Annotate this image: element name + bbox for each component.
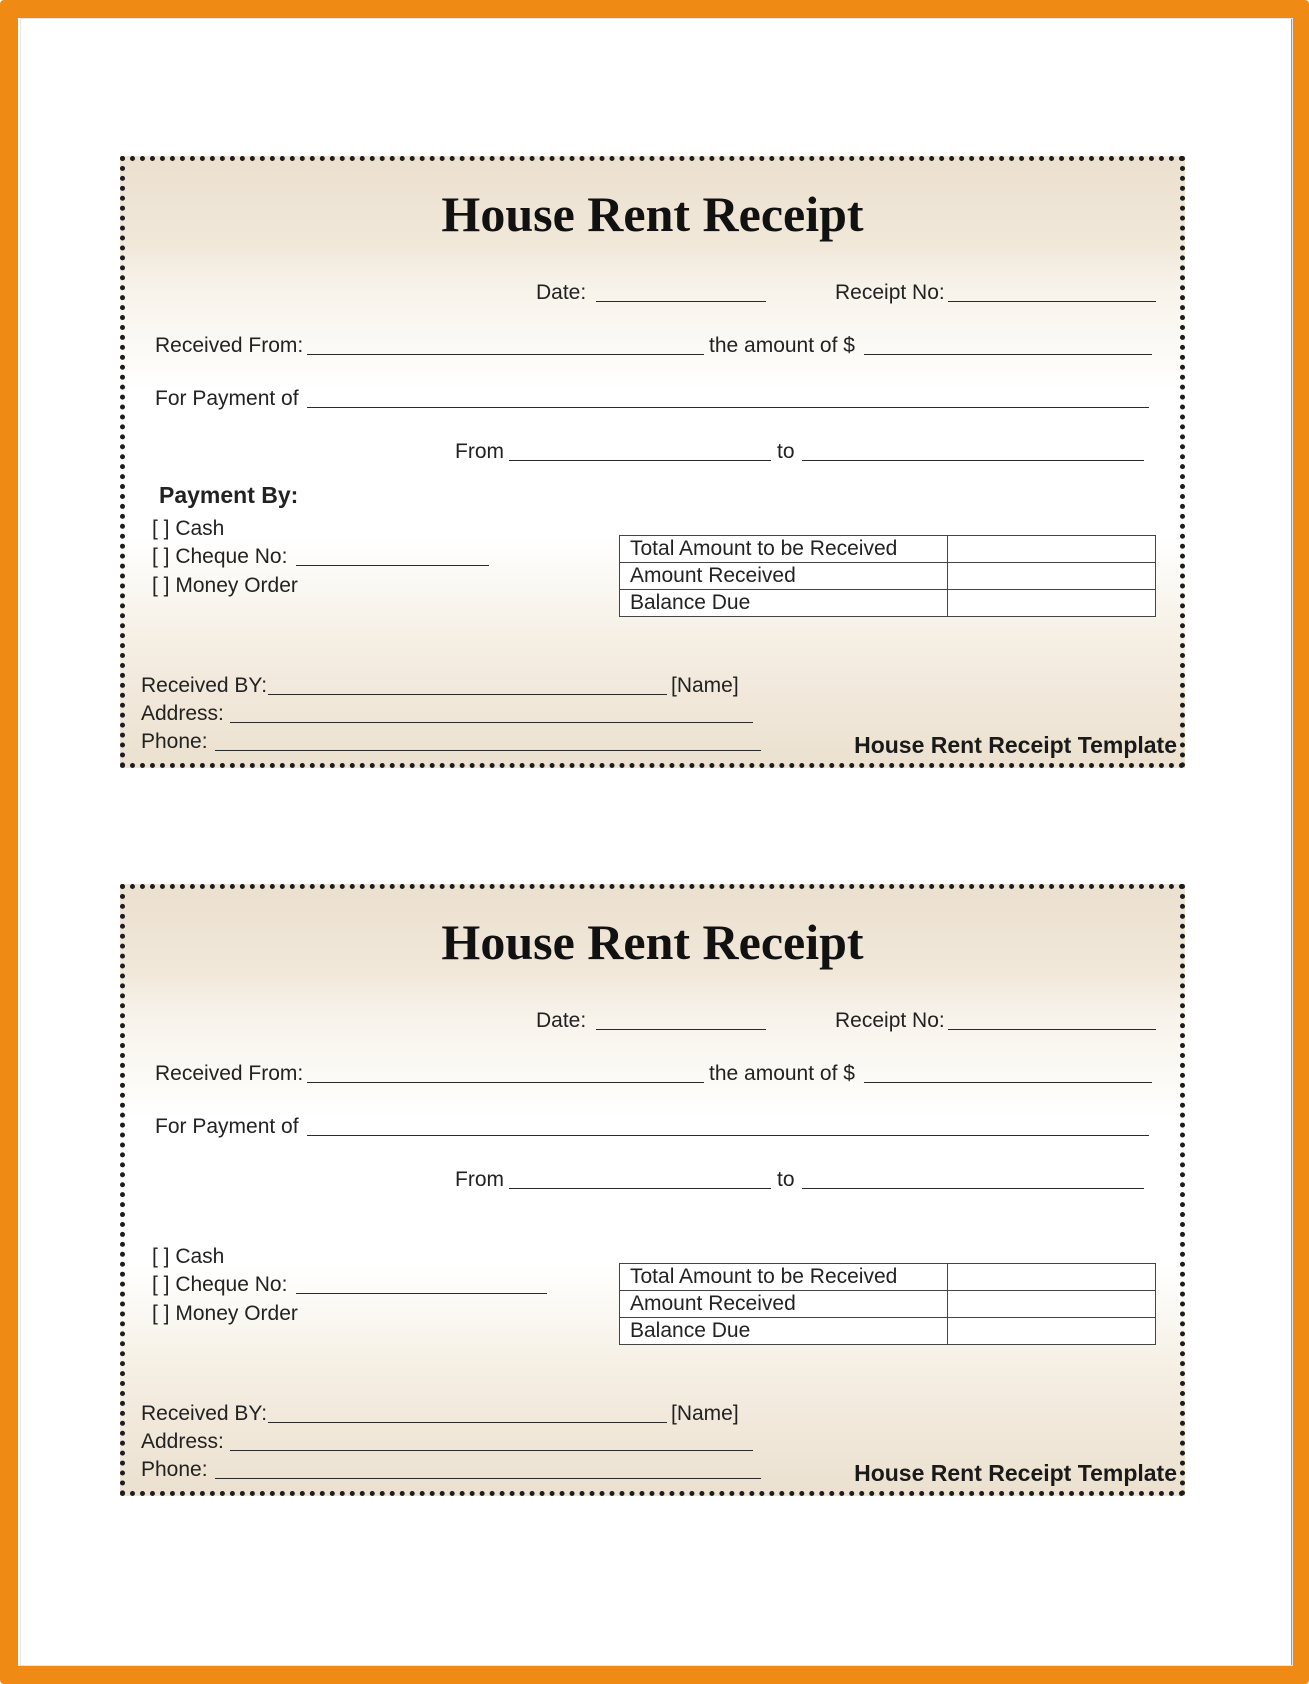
total-amount-value[interactable]: [948, 536, 1156, 563]
receipt-no-label: Receipt No:: [835, 281, 945, 304]
from-date-field[interactable]: [509, 1188, 771, 1189]
balance-due-value[interactable]: [948, 1318, 1156, 1345]
date-label: Date:: [536, 281, 587, 304]
money-order-checkbox[interactable]: [ ] Money Order: [152, 1302, 298, 1325]
address-label: Address:: [141, 1430, 224, 1453]
to-date-field[interactable]: [802, 460, 1144, 461]
address-label: Address:: [141, 702, 224, 725]
received-by-field[interactable]: [268, 694, 667, 695]
to-label: to: [777, 1168, 795, 1191]
amount-field[interactable]: [864, 354, 1152, 355]
payment-for-label: For Payment of: [155, 387, 299, 410]
amount-received-value[interactable]: [948, 1291, 1156, 1318]
amount-received-label: Amount Received: [620, 1291, 948, 1318]
payment-for-field[interactable]: [307, 407, 1149, 408]
receipt-card-1: [120, 156, 1185, 768]
received-by-label: Received BY:: [141, 674, 268, 697]
total-amount-value[interactable]: [948, 1264, 1156, 1291]
phone-label: Phone:: [141, 1458, 208, 1481]
amount-field[interactable]: [864, 1082, 1152, 1083]
received-from-label: Received From:: [155, 334, 304, 357]
table-row: [620, 536, 1156, 563]
date-field[interactable]: [596, 301, 766, 302]
received-by-label: Received BY:: [141, 1402, 268, 1425]
receipt-card-2: [120, 884, 1185, 1496]
amount-label: the amount of $: [709, 1062, 855, 1085]
payment-by-heading: Payment By:: [159, 482, 299, 508]
balance-due-label: Balance Due: [620, 1318, 948, 1345]
table-row: [620, 1318, 1156, 1345]
cash-checkbox[interactable]: [ ] Cash: [152, 1245, 225, 1268]
receipt-title: House Rent Receipt: [441, 914, 864, 970]
name-label: [Name]: [671, 1402, 739, 1425]
table-row: [620, 1291, 1156, 1318]
from-label: From: [455, 440, 504, 463]
balance-due-label: Balance Due: [620, 590, 948, 617]
total-amount-label: Total Amount to be Received: [620, 536, 948, 563]
table-row: [620, 563, 1156, 590]
cheque-checkbox[interactable]: [ ] Cheque No:: [152, 545, 288, 568]
total-amount-label: Total Amount to be Received: [620, 1264, 948, 1291]
amount-received-value[interactable]: [948, 563, 1156, 590]
template-label: House Rent Receipt Template: [854, 732, 1177, 758]
address-field[interactable]: [230, 722, 753, 723]
table-row: [620, 590, 1156, 617]
date-field[interactable]: [596, 1029, 766, 1030]
template-label: House Rent Receipt Template: [854, 1460, 1177, 1486]
name-label: [Name]: [671, 674, 739, 697]
balance-due-value[interactable]: [948, 590, 1156, 617]
cheque-checkbox[interactable]: [ ] Cheque No:: [152, 1273, 288, 1296]
receipt-no-label: Receipt No:: [835, 1009, 945, 1032]
receipt-no-field[interactable]: [948, 1029, 1156, 1030]
received-from-field[interactable]: [307, 1082, 704, 1083]
phone-field[interactable]: [215, 750, 761, 751]
amount-received-label: Amount Received: [620, 563, 948, 590]
amount-summary-table: [619, 535, 1156, 617]
date-label: Date:: [536, 1009, 587, 1032]
cash-checkbox[interactable]: [ ] Cash: [152, 517, 225, 540]
table-row: [620, 1264, 1156, 1291]
to-label: to: [777, 440, 795, 463]
cheque-no-field[interactable]: [296, 1293, 547, 1294]
phone-field[interactable]: [215, 1478, 761, 1479]
phone-label: Phone:: [141, 730, 208, 753]
amount-label: the amount of $: [709, 334, 855, 357]
cheque-no-field[interactable]: [296, 565, 489, 566]
payment-for-field[interactable]: [307, 1135, 1149, 1136]
from-label: From: [455, 1168, 504, 1191]
payment-for-label: For Payment of: [155, 1115, 299, 1138]
receipt-title: House Rent Receipt: [441, 186, 864, 242]
received-from-field[interactable]: [307, 354, 704, 355]
from-date-field[interactable]: [509, 460, 771, 461]
money-order-checkbox[interactable]: [ ] Money Order: [152, 574, 298, 597]
address-field[interactable]: [230, 1450, 753, 1451]
received-from-label: Received From:: [155, 1062, 304, 1085]
receipt-no-field[interactable]: [948, 301, 1156, 302]
to-date-field[interactable]: [802, 1188, 1144, 1189]
amount-summary-table: [619, 1263, 1156, 1345]
received-by-field[interactable]: [268, 1422, 667, 1423]
